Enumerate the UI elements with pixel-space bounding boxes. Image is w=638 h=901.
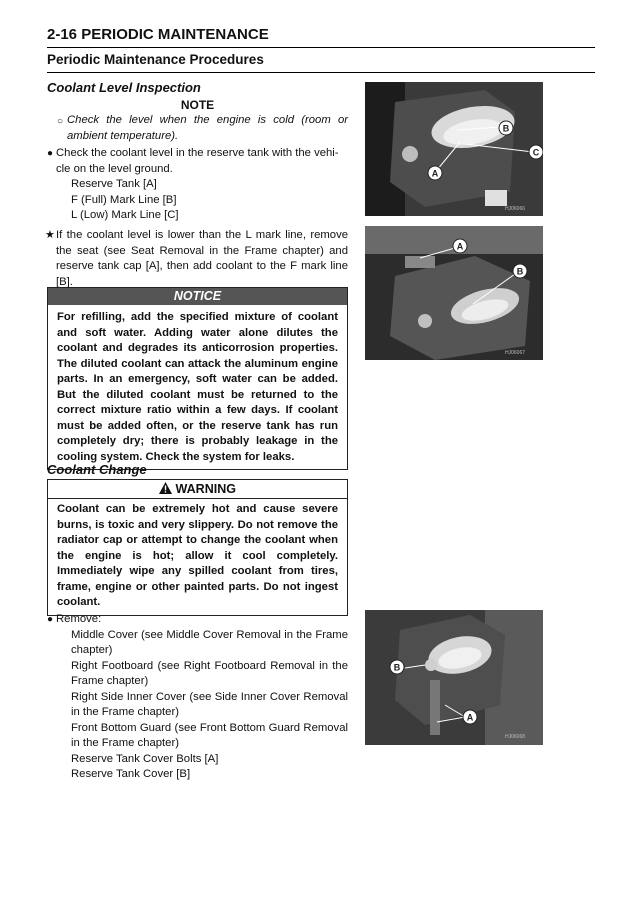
step-check-level [47,146,348,224]
figure-label: B [502,123,510,134]
coolant-change-heading: Coolant Change [47,462,147,477]
figure-label: B [516,266,524,277]
figure-code: HJ06067 [504,350,526,356]
warning-box [47,479,348,616]
coolant-level-heading: Coolant Level Inspection [47,80,201,95]
figure-reserve-tank-level [365,82,543,216]
step-add-coolant [47,228,348,290]
step-remove [47,612,348,783]
figure-label: A [456,241,464,252]
remove-item: Right Side Inner Cover (see Side Inner Cover Removal in the Frame chapter) [71,690,348,718]
filled-circle-icon: ● [47,148,54,159]
step1-item-full-mark: F (Full) Mark Line [B] [71,193,177,206]
remove-item: Reserve Tank Cover Bolts [A] [71,752,219,765]
subtitle-rule [47,72,595,73]
figure-label: A [466,712,474,723]
figure-label: A [431,168,439,179]
remove-label: Remove: [56,613,102,625]
warning-triangle-icon [159,482,172,494]
notice-box [47,287,348,470]
step1-line-2: cle on the level ground. [56,162,173,175]
figure-reserve-tank-cap [365,226,543,360]
warning-header [48,480,347,499]
warning-text: Coolant can be extremely hot and cause severe burns, is toxic and very slippery. Do not remove the radiator cap or attempt to change the coolant when the engine is hot; allow it cool completely. Immediately wipe any spilled coolant from tires, frame, engine or other painted parts. Do not ingest coolant. [57,503,338,608]
title-rule [47,47,595,48]
note-heading: NOTE [180,98,215,112]
open-circle-icon: ○ [57,116,64,127]
notice-text: For refilling, add the specified mixture of coolant and soft water. Adding water alone dilutes the coolant and degrades its anticorrosion properties. The diluted coolant can attack the aluminum engine parts. In an emergency, soft water can be added. But the diluted coolant must be returned to the correct mixture ratio within a few days. If coolant must be added often, or the reserve tank has run completely dry; there is probably leakage in the cooling system. Check the system for leaks. [57,311,338,463]
page-title: 2-16 PERIODIC MAINTENANCE [47,26,269,43]
figure-label: C [532,147,540,158]
step2-text: If the coolant level is lower than the L mark line, remove the seat (see Seat Removal in the Frame chapter) and reserve tank cap [A], then add coolant to the F mark line [B]. [56,229,348,288]
filled-circle-icon: ● [47,614,54,625]
warning-heading: WARNING [175,482,236,496]
notice-heading: NOTICE [48,288,347,305]
remove-item: Middle Cover (see Middle Cover Removal in the Frame chapter) [71,628,348,656]
star-icon: ★ [45,229,55,241]
page-subtitle: Periodic Maintenance Procedures [47,52,264,67]
remove-item: Right Footboard (see Right Footboard Removal in the Frame chapter) [71,659,348,687]
note-text: Check the level when the engine is cold (room or ambient temperature). [67,114,348,142]
figure-code: HJ06068 [504,734,526,740]
remove-item: Reserve Tank Cover [B] [71,768,191,780]
step1-item-reserve-tank: Reserve Tank [A] [71,178,157,190]
remove-item: Front Bottom Guard (see Front Bottom Guard Removal in the Frame chapter) [71,721,348,749]
note-block [57,113,348,144]
figure-code: HJ06066 [504,206,526,212]
figure-reserve-tank-cover [365,610,543,745]
step1-line-1: Check the coolant level in the reserve tank with the vehi- [56,147,339,159]
figure-label: B [393,662,401,673]
step1-item-low-mark: L (Low) Mark Line [C] [71,209,179,221]
